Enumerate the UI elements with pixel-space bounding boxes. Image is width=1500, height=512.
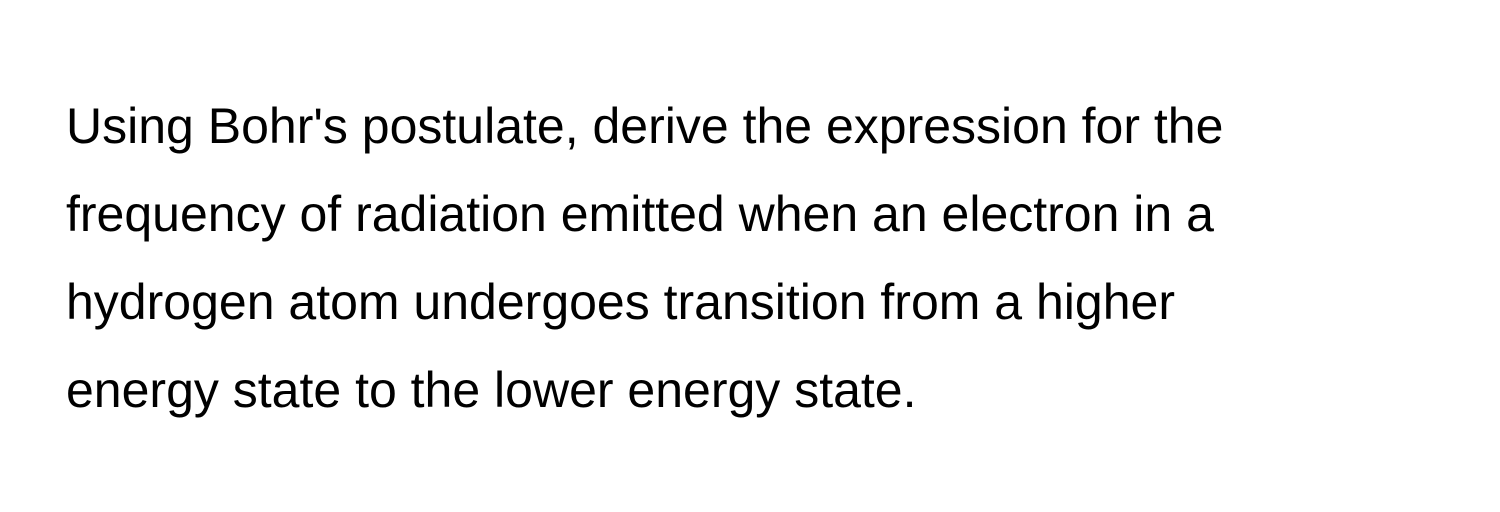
question-line-1: Using Bohr's postulate, derive the expression for the — [66, 98, 1224, 154]
question-line-3: hydrogen atom undergoes transition from a higher — [66, 274, 1175, 330]
question-line-2: frequency of radiation emitted when an electron in a — [66, 186, 1214, 242]
question-line-4: energy state to the lower energy state. — [66, 362, 917, 418]
question-text — [66, 82, 1466, 434]
